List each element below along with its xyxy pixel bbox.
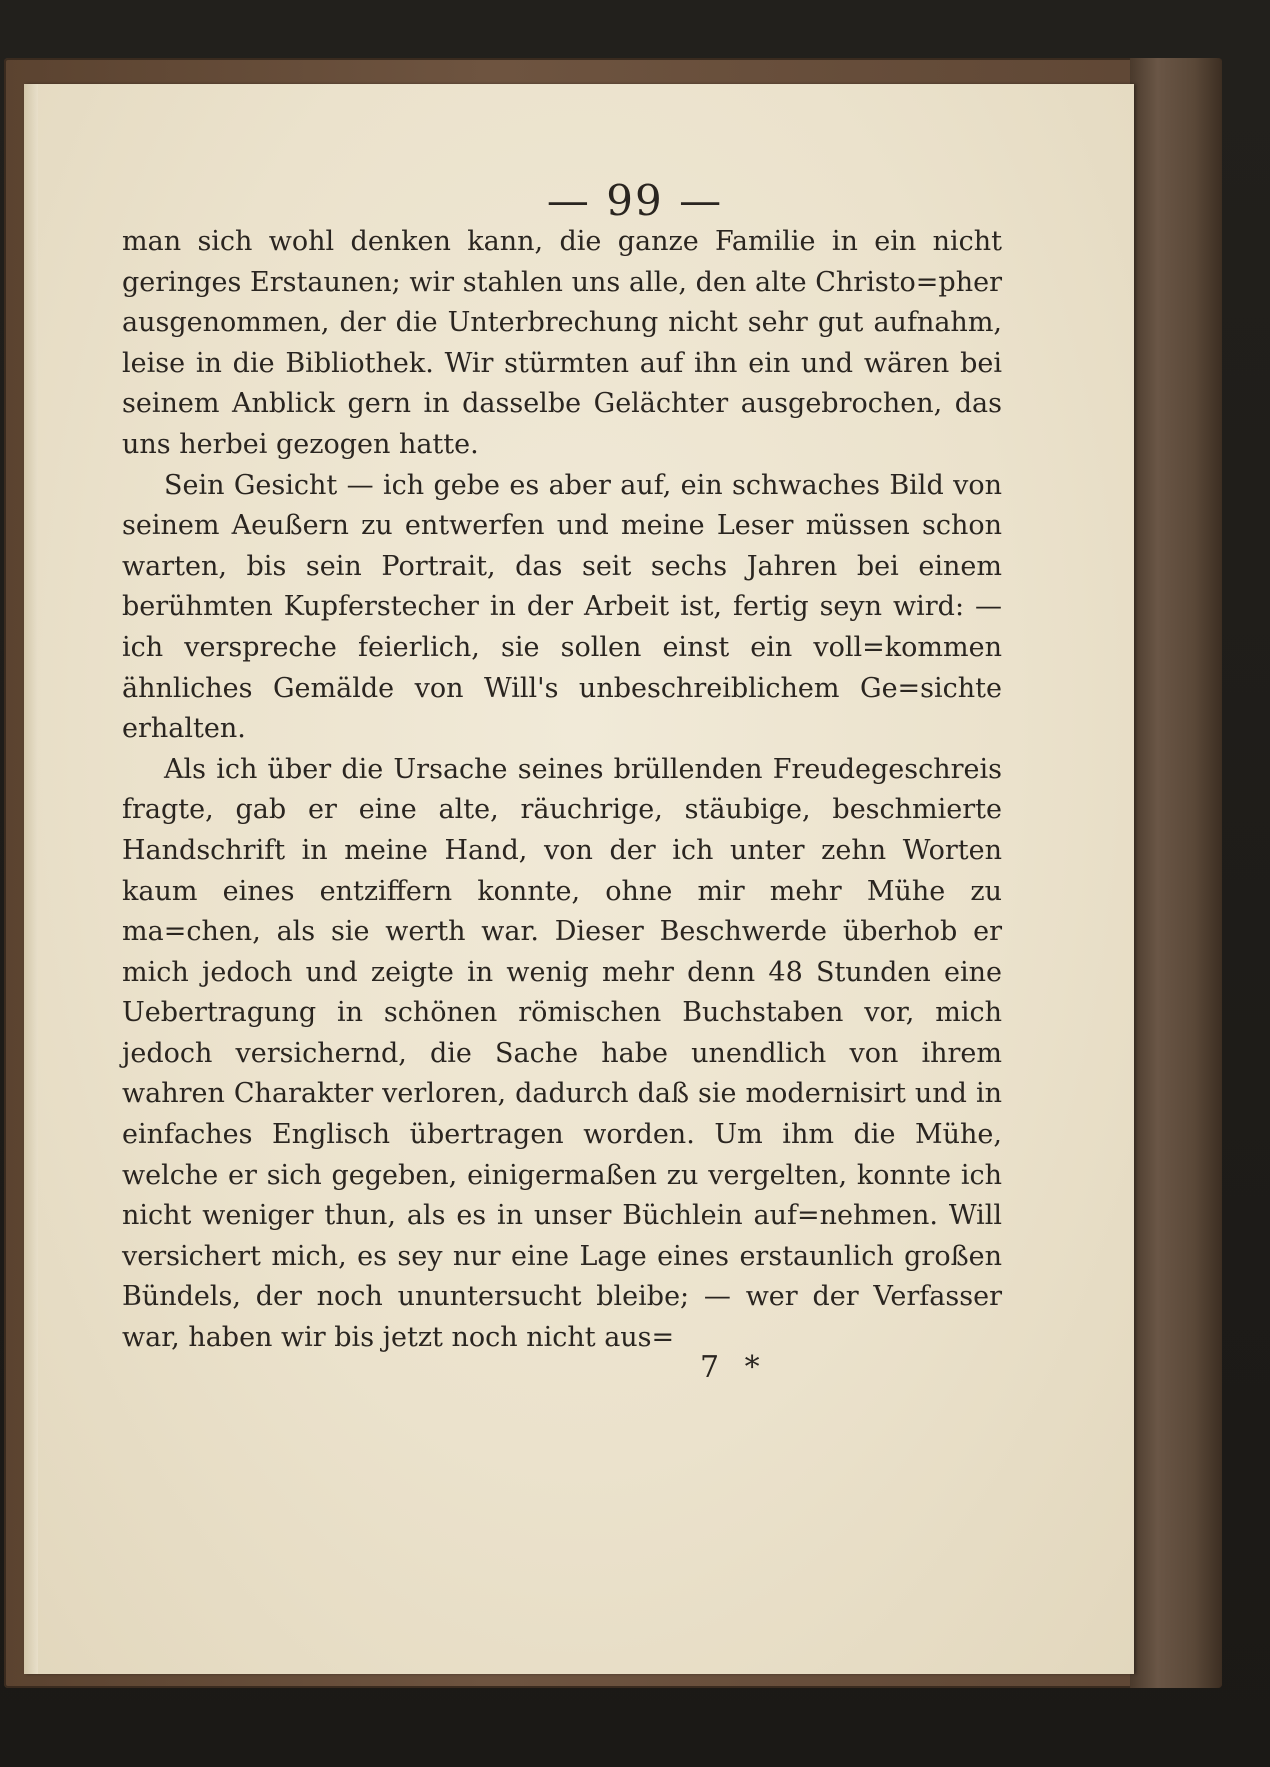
paragraph-1: man sich wohl denken kann, die ganze Familie in ein nicht geringes Erstaunen; wir stahlen uns alle, den alte Christo=pher ausgenommen, der die Unterbrechung nicht sehr gut aufnahm, leise in die Bibliothek. Wir stürmten auf ihn ein und wären bei seinem Anblick gern in dasselbe Gelächter ausgebrochen, das uns herbei gezogen hatte. bbox=[122, 226, 1002, 460]
page-gutter bbox=[24, 84, 38, 1674]
book-cover-edge bbox=[1130, 58, 1222, 1688]
paragraph-2: Sein Gesicht — ich gebe es aber auf, ein schwaches Bild von seinem Aeußern zu entwerfen und meine Leser müssen schon warten, bis sein Portrait, das seit sechs Jahren bei einem berühmten Kupferstecher in der Arbeit ist, fertig seyn wird: — ich verspreche feierlich, sie sollen einst ein voll=kommen ähnliches Gemälde von Will's unbeschreiblichem Ge=sichte erhalten. bbox=[122, 469, 1002, 745]
page-text bbox=[122, 222, 1002, 1359]
paragraph-3: Als ich über die Ursache seines brüllenden Freudegeschreis fragte, gab er eine alte, räuchrige, stäubige, beschmierte Handschrift in meine Hand, von der ich unter zehn Worten kaum eines entziffern konnte, ohne mir mehr Mühe zu ma=chen, als sie werth war. Dieser Beschwerde überhob er mich jedoch und zeigte in wenig mehr denn 48 Stunden eine Uebertragung in schönen römischen Buchstaben vor, mich jedoch versichernd, die Sache habe unendlich von ihrem wahren Charakter verloren, dadurch daß sie modernisirt und in einfaches Englisch übertragen worden. Um ihm die Mühe, welche er sich gegeben, einigermaßen zu vergelten, konnte ich nicht weniger thun, als es in unser Büchlein auf=nehmen. Will versichert mich, es sey nur eine Lage eines erstaunlich großen Bündels, der noch ununtersucht bleibe; — wer der Verfasser war, haben wir bis jetzt noch nicht aus= bbox=[122, 753, 1002, 1354]
signature-mark: 7 * bbox=[700, 1350, 768, 1385]
page-number: — 99 — bbox=[546, 176, 724, 225]
